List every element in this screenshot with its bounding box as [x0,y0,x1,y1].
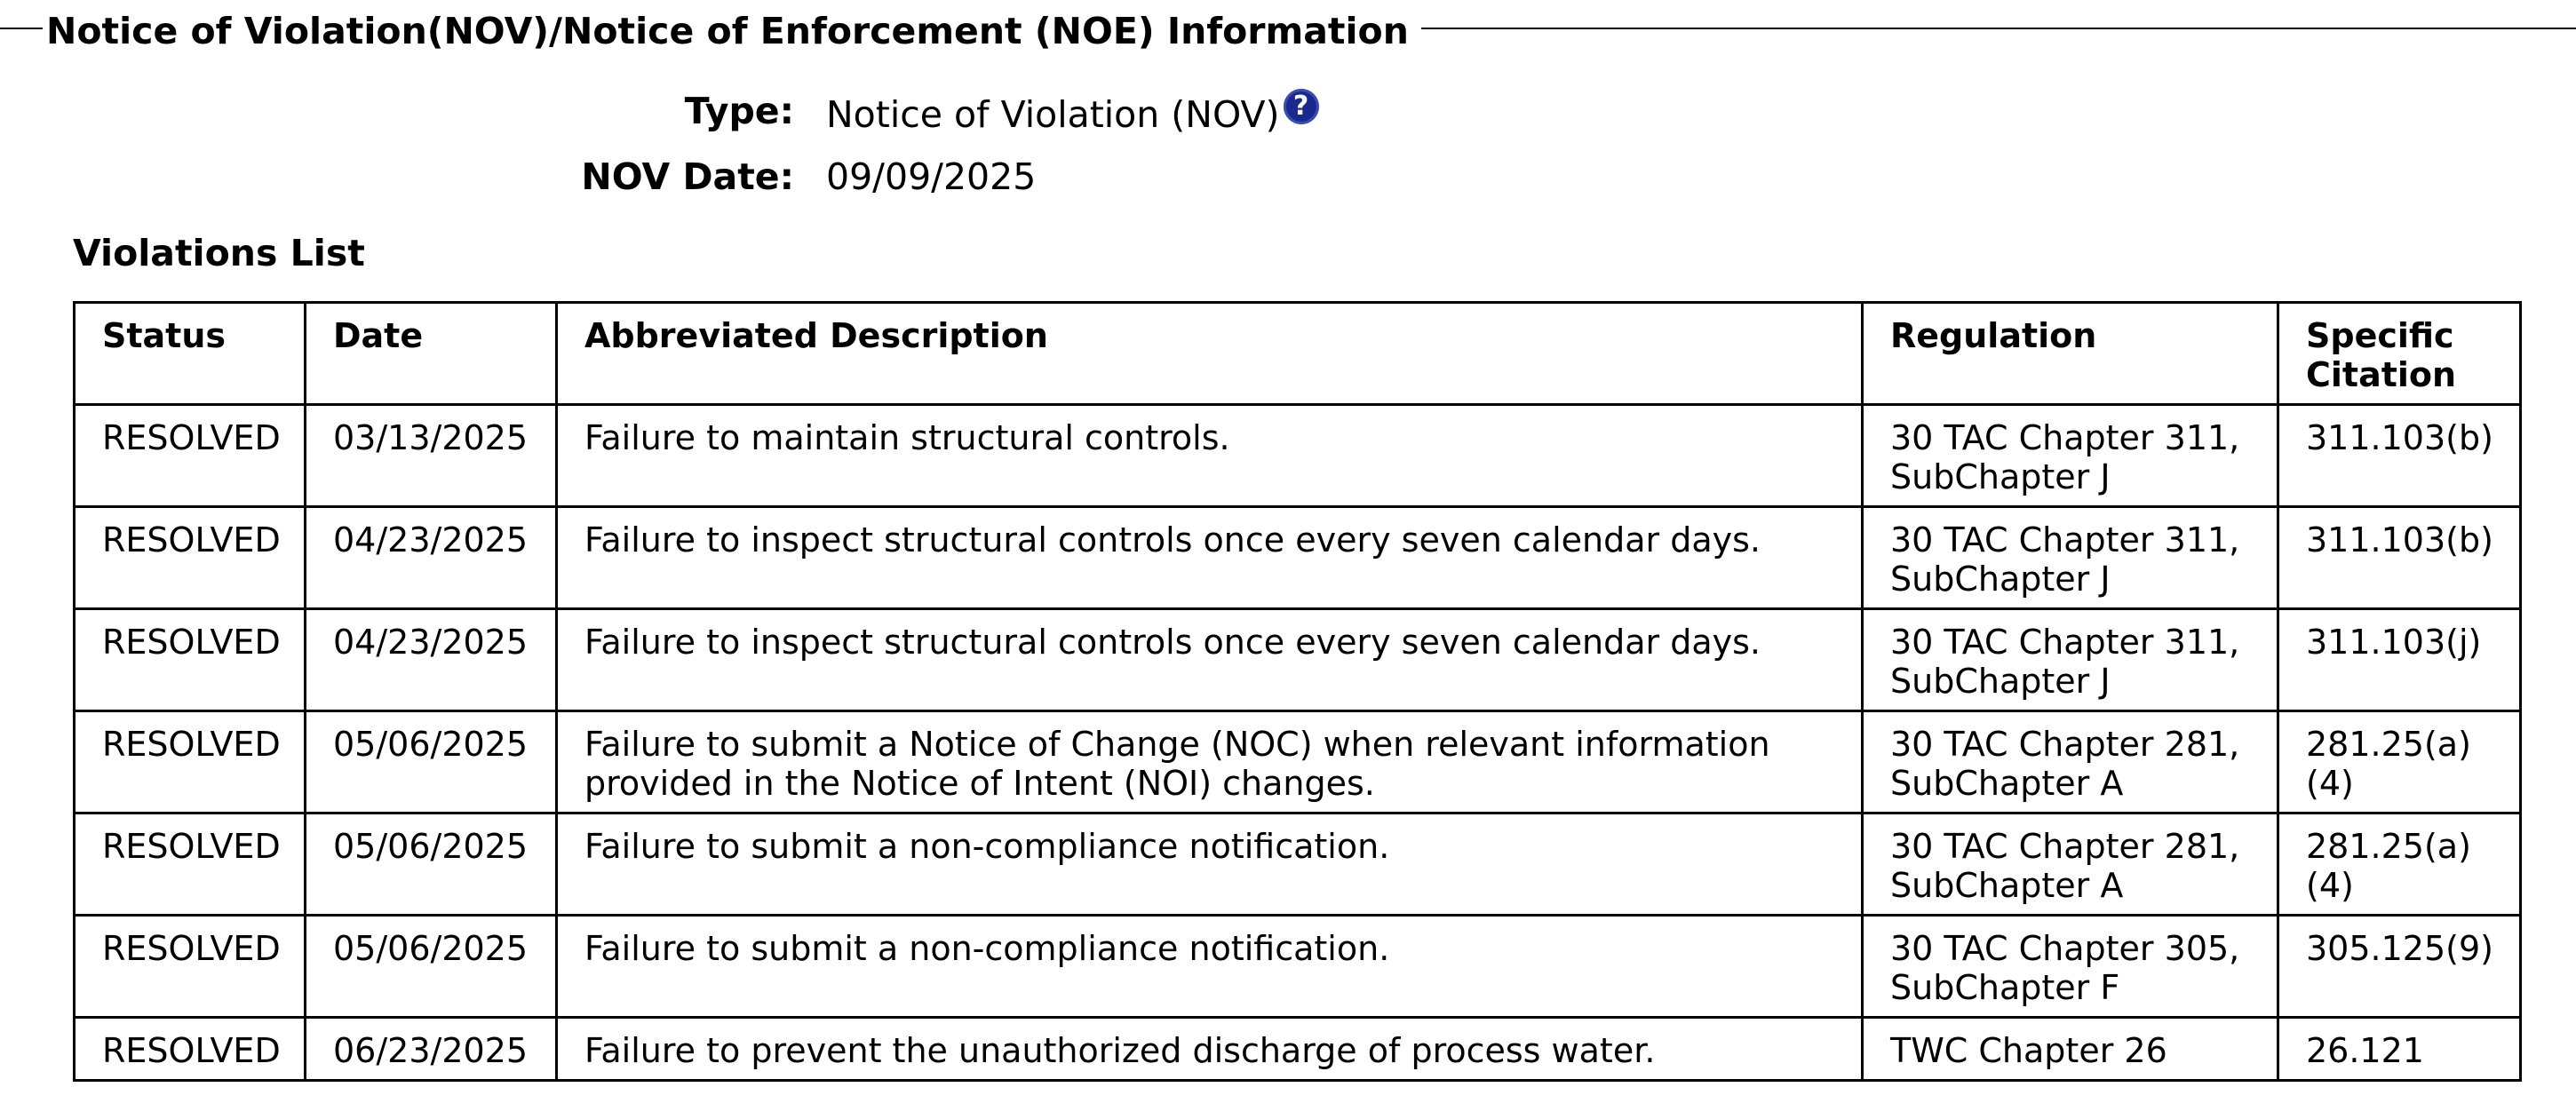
cell-citation [2278,813,2521,916]
cell-citation [2278,711,2521,813]
cell-regulation [1863,1018,2278,1081]
cell-description: Failure to inspect structural controls once every seven calendar days. [557,507,1863,609]
cell-citation [2278,916,2521,1018]
citation-header-line1: Specific [2306,316,2454,355]
citation-header-line2: Citation [2306,355,2457,394]
regulation-line1: 30 TAC Chapter 281, [1890,725,2240,764]
nov-date-value: 09/09/2025 [826,155,1037,198]
regulation-line1: 30 TAC Chapter 281, [1890,827,2240,866]
cell-date: 06/23/2025 [306,1018,557,1081]
regulation-line1: 30 TAC Chapter 311, [1890,520,2240,560]
citation-line1: 311.103(j) [2306,623,2482,662]
table-row [75,711,2521,813]
cell-description: Failure to prevent the unauthorized discharge of process water. [557,1018,1863,1081]
regulation-line2: SubChapter A [1890,866,2124,905]
regulation-line1: TWC Chapter 26 [1890,1031,2167,1070]
description-line2: provided in the Notice of Intent (NOI) changes. [584,764,1375,803]
cell-citation [2278,609,2521,711]
cell-citation [2278,1018,2521,1081]
table-header-row [75,303,2521,405]
cell-status: RESOLVED [75,609,306,711]
cell-regulation [1863,609,2278,711]
cell-description [557,711,1863,813]
table-row [75,405,2521,507]
type-value [826,91,1319,139]
citation-line1: 311.103(b) [2306,520,2493,560]
question-help-icon[interactable]: ? [1284,89,1319,124]
citation-line1: 281.25(a) [2306,725,2471,764]
violations-table [73,301,2522,1082]
violations-list-title: Violations List [73,232,365,274]
cell-status: RESOLVED [75,711,306,813]
cell-regulation [1863,813,2278,916]
regulation-line2: SubChapter A [1890,764,2124,803]
cell-date: 03/13/2025 [306,405,557,507]
regulation-line1: 30 TAC Chapter 311, [1890,623,2240,662]
table-row [75,507,2521,609]
cell-citation [2278,405,2521,507]
cell-regulation [1863,405,2278,507]
cell-regulation [1863,711,2278,813]
cell-status: RESOLVED [75,1018,306,1081]
cell-status: RESOLVED [75,813,306,916]
column-header-description: Abbreviated Description [557,303,1863,405]
citation-line1: 311.103(b) [2306,418,2493,457]
regulation-line2: SubChapter F [1890,968,2120,1007]
section-legend: Notice of Violation(NOV)/Notice of Enforcement (NOE) Information [46,7,1412,55]
cell-description: Failure to submit a non-compliance notification. [557,813,1863,916]
regulation-line1: 30 TAC Chapter 305, [1890,929,2240,968]
cell-description: Failure to maintain structural controls. [557,405,1863,507]
table-row [75,609,2521,711]
description-line1: Failure to submit a Notice of Change (NOC) when relevant information [584,725,1770,764]
cell-date: 05/06/2025 [306,916,557,1018]
regulation-line2: SubChapter J [1890,560,2111,599]
citation-line1: 305.125(9) [2306,929,2493,968]
type-label: Type: [684,90,794,132]
nov-date-label: NOV Date: [581,155,794,198]
table-row [75,813,2521,916]
regulation-line1: 30 TAC Chapter 311, [1890,418,2240,457]
fieldset-border-right [1421,28,2576,29]
cell-citation [2278,507,2521,609]
cell-status: RESOLVED [75,916,306,1018]
cell-date: 04/23/2025 [306,507,557,609]
fieldset-border-left [0,28,43,29]
type-value-text: Notice of Violation (NOV) [826,93,1280,136]
column-header-regulation: Regulation [1863,303,2278,405]
cell-date: 04/23/2025 [306,609,557,711]
column-header-status: Status [75,303,306,405]
cell-status: RESOLVED [75,405,306,507]
cell-description: Failure to submit a non-compliance notification. [557,916,1863,1018]
regulation-line2: SubChapter J [1890,457,2111,496]
cell-regulation [1863,916,2278,1018]
citation-line1: 281.25(a) [2306,827,2471,866]
cell-status: RESOLVED [75,507,306,609]
citation-line1: 26.121 [2306,1031,2424,1070]
table-row [75,1018,2521,1081]
column-header-date: Date [306,303,557,405]
cell-date: 05/06/2025 [306,711,557,813]
cell-description: Failure to inspect structural controls once every seven calendar days. [557,609,1863,711]
citation-line2: (4) [2306,866,2354,905]
citation-line2: (4) [2306,764,2354,803]
column-header-specific-citation [2278,303,2521,405]
cell-regulation [1863,507,2278,609]
regulation-line2: SubChapter J [1890,662,2111,701]
table-row [75,916,2521,1018]
cell-date: 05/06/2025 [306,813,557,916]
